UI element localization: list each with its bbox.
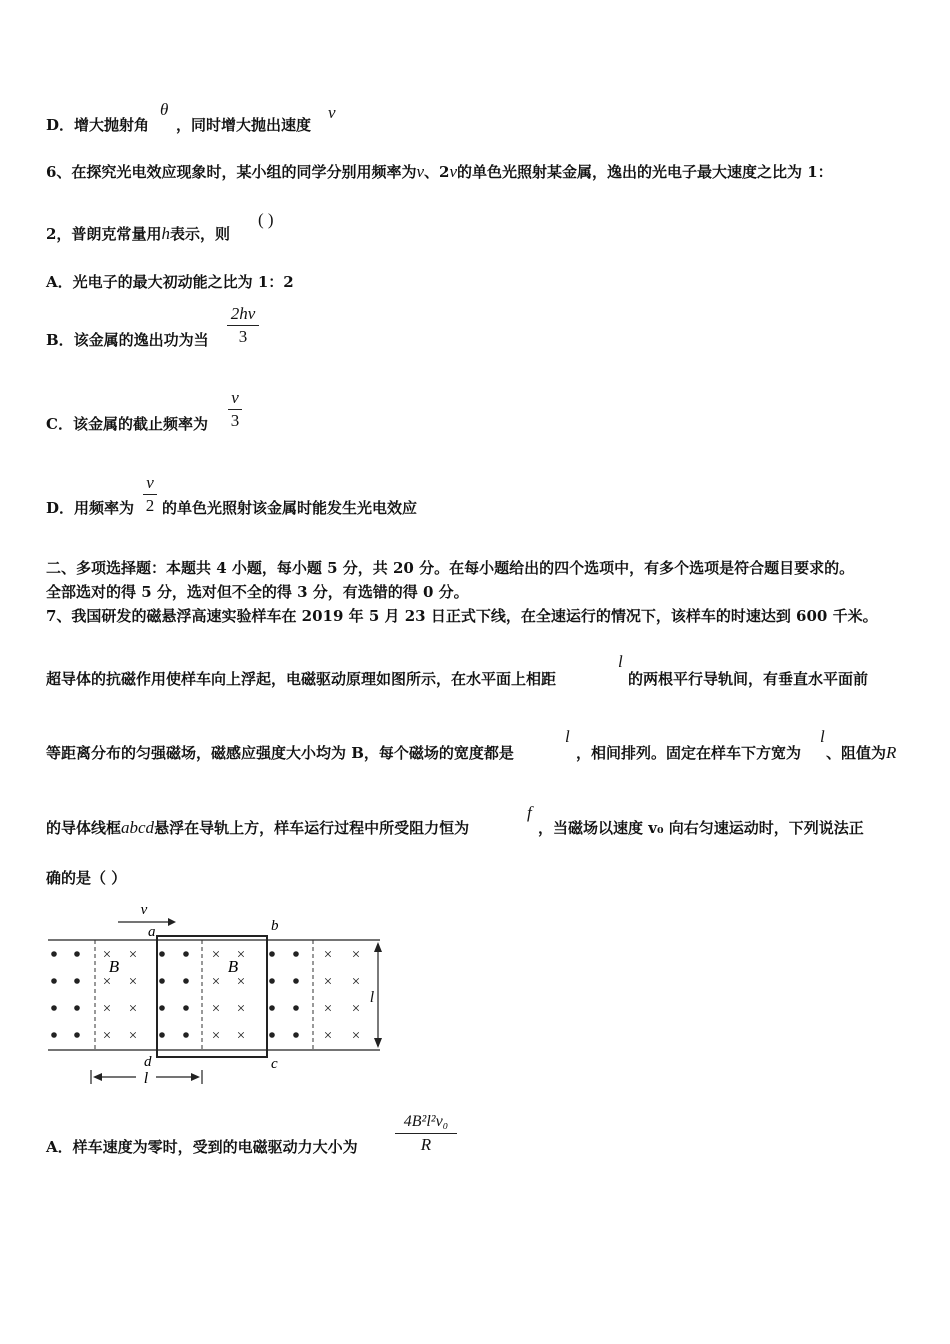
l-symbol: l: [565, 727, 570, 746]
velocity-label: v: [140, 902, 148, 918]
svg-text:×: ×: [102, 974, 112, 990]
text: 6、在探究光电效应现象时，某小组的同学分别用频率为: [46, 163, 417, 181]
q7-stem-line3: 等距离分布的匀强磁场，磁感应强度大小均为 B，每个磁场的宽度都是: [46, 744, 514, 762]
maglev-diagram: [40, 898, 400, 1094]
svg-text:×: ×: [128, 1028, 138, 1044]
svg-text:×: ×: [102, 947, 112, 963]
section2-heading-line1: 二、多项选择题：本题共 4 小题，每小题 5 分，共 20 分。在每小题给出的四个选项中，有多个选项是符合题目要求的。: [46, 559, 855, 577]
svg-text:×: ×: [128, 974, 138, 990]
svg-text:×: ×: [211, 1028, 221, 1044]
numerator: 2hv: [230, 304, 256, 323]
q6-option-a: A．光电子的最大初动能之比为 1：2: [46, 273, 294, 291]
option-text: ，同时增大抛出速度: [176, 116, 312, 134]
q6-option-b: B．该金属的逸出功为当: [46, 331, 209, 349]
text: 的单色光照射某金属，逸出的光电子最大速度之比为 1：: [456, 163, 833, 181]
q5-option-d: [46, 115, 149, 135]
corner-a-label: a: [148, 924, 156, 940]
text: 超导体的抗磁作用使样车向上浮起，电磁驱动原理如图所示，在水平面上相距: [46, 670, 557, 688]
q5-option-d-rest: [176, 115, 311, 135]
f-symbol: f: [527, 803, 532, 822]
q7-stem-line5: 确的是（ ）: [46, 869, 127, 887]
numerator: v: [146, 473, 154, 492]
nu-symbol: v: [416, 162, 424, 181]
field-label-B-2: B: [227, 957, 239, 976]
fraction-bar: [395, 1133, 457, 1134]
svg-text:×: ×: [351, 947, 361, 963]
theta-symbol: θ: [160, 100, 169, 119]
fraction-bar: [143, 494, 157, 495]
svg-text:×: ×: [351, 1001, 361, 1017]
svg-text:×: ×: [236, 947, 246, 963]
corner-c-label: c: [271, 1056, 278, 1072]
denominator: R: [420, 1135, 432, 1154]
crosses-region-3: [324, 947, 360, 1044]
field-boundaries: [95, 940, 313, 1050]
text: 的导体线框: [46, 819, 122, 837]
abcd-symbol: abcd: [121, 818, 155, 837]
numerator: v: [231, 388, 239, 407]
field-width-label: l: [143, 1070, 149, 1087]
section2-heading-line2: 全部选对的得 5 分，选对但不全的得 3 分，有选错的得 0 分。: [46, 583, 469, 601]
q6-option-d-pre: D．用频率为: [46, 499, 135, 517]
svg-text:×: ×: [236, 1001, 246, 1017]
option-text: D．增大抛射角: [46, 116, 150, 134]
corner-b-label: b: [271, 918, 279, 934]
q7-stem-line4-rest: ，当磁场以速度 v₀ 向右匀速运动时，下列说法正: [538, 819, 864, 837]
l-symbol: l: [820, 727, 825, 746]
dots-region-1: [51, 951, 80, 1038]
svg-text:×: ×: [323, 1028, 333, 1044]
q7-stem-line3-mid: ，相间排列。固定在样车下方宽为: [576, 744, 802, 762]
q6-stem-line2: [46, 224, 230, 244]
r-symbol: R: [886, 743, 897, 762]
text: 表示，则: [169, 225, 230, 243]
text: 悬浮在导轨上方，样车运行过程中所受阻力恒为: [154, 819, 470, 837]
text: 、2: [424, 163, 450, 181]
fraction-force-expression: [395, 1112, 457, 1155]
fraction-bar: [227, 325, 259, 326]
denominator: 2: [145, 496, 155, 515]
denominator: 3: [238, 327, 248, 346]
q7-stem-line4: [46, 818, 469, 838]
fraction-2hv-over-3: [227, 304, 259, 347]
fraction-v-over-3: [228, 388, 242, 431]
velocity-arrow: [118, 918, 176, 926]
svg-text:×: ×: [128, 947, 138, 963]
nu-symbol: v: [449, 162, 457, 181]
dots-region-2: [159, 951, 189, 1038]
svg-text:×: ×: [102, 1028, 112, 1044]
svg-text:×: ×: [211, 947, 221, 963]
denominator: 3: [230, 411, 240, 430]
svg-text:×: ×: [323, 1001, 333, 1017]
rail-gap-dimension: [374, 942, 382, 1048]
text: 2，普朗克常量用: [46, 225, 162, 243]
q6-stem-line1: [46, 162, 833, 182]
q7-option-a: A．样车速度为零时，受到的电磁驱动力大小为: [46, 1138, 358, 1156]
fraction-bar: [228, 409, 242, 410]
v-symbol: v: [328, 103, 336, 122]
corner-d-label: d: [144, 1054, 152, 1070]
answer-blank: ( ): [258, 210, 274, 229]
svg-text:×: ×: [351, 1028, 361, 1044]
text: 、阻值为: [826, 744, 887, 762]
svg-text:×: ×: [323, 974, 333, 990]
h-symbol: h: [161, 224, 170, 243]
dots-region-3: [269, 951, 299, 1038]
q6-option-c: C．该金属的截止频率为: [46, 415, 208, 433]
svg-text:×: ×: [351, 974, 361, 990]
svg-text:×: ×: [236, 974, 246, 990]
svg-text:×: ×: [323, 947, 333, 963]
svg-text:×: ×: [128, 1001, 138, 1017]
q7-stem-line3-end: [826, 743, 896, 763]
svg-text:×: ×: [211, 974, 221, 990]
fraction-v-over-2: [143, 473, 157, 516]
svg-text:×: ×: [102, 1001, 112, 1017]
svg-text:×: ×: [236, 1028, 246, 1044]
l-symbol: l: [618, 652, 623, 671]
q7-stem-line2-rest: 的两根平行导轨间，有垂直水平面前: [628, 670, 869, 688]
svg-text:×: ×: [211, 1001, 221, 1017]
field-label-B-1: B: [108, 957, 120, 976]
q7-stem-line2: [46, 669, 556, 689]
numerator: 4B²l²v₀: [403, 1113, 449, 1130]
q7-stem-line1: 7、我国研发的磁悬浮高速实验样车在 2019 年 5 月 23 日正式下线，在全速运行的情况下，该样车的时速达到 600 千米。: [46, 607, 878, 625]
rail-gap-label: l: [369, 989, 375, 1006]
q6-option-d-post: 的单色光照射该金属时能发生光电效应: [162, 499, 418, 517]
